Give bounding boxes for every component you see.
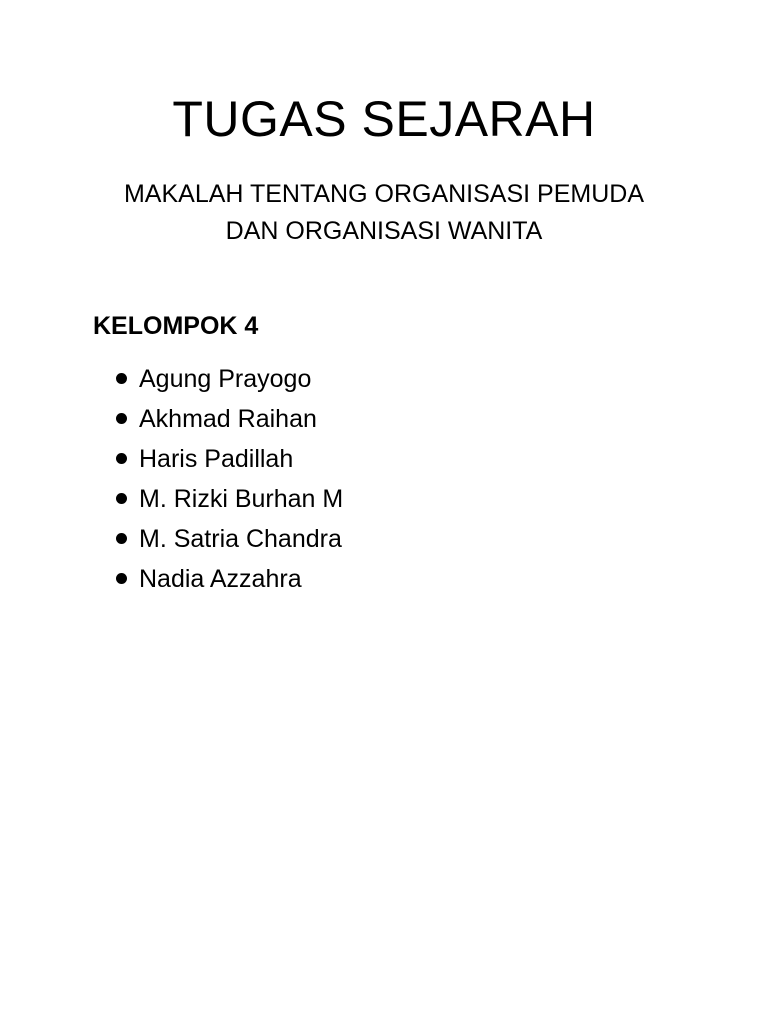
- bullet-icon: [116, 533, 127, 544]
- group-heading: KELOMPOK 4: [93, 312, 259, 340]
- bullet-icon: [116, 453, 127, 464]
- bullet-icon: [116, 373, 127, 384]
- subtitle-line: DAN ORGANISASI WANITA: [225, 217, 543, 245]
- member-list-item: [111, 560, 343, 600]
- member-name: Nadia Azzahra: [139, 565, 302, 593]
- member-name: Agung Prayogo: [139, 365, 312, 393]
- document-subtitle: [0, 176, 768, 250]
- member-name: M. Rizki Burhan M: [139, 485, 344, 513]
- bullet-icon: [116, 493, 127, 504]
- member-list: [111, 360, 343, 600]
- member-name: Akhmad Raihan: [139, 405, 317, 433]
- member-list-item: [111, 480, 343, 520]
- member-list-item: [111, 520, 343, 560]
- member-list-item: [111, 440, 343, 480]
- document-title: TUGAS SEJARAH: [172, 91, 596, 147]
- bullet-icon: [116, 413, 127, 424]
- member-name: Haris Padillah: [139, 445, 294, 473]
- member-list-item: [111, 400, 343, 440]
- member-name: M. Satria Chandra: [139, 525, 342, 553]
- subtitle-line: MAKALAH TENTANG ORGANISASI PEMUDA: [123, 180, 644, 208]
- bullet-icon: [116, 573, 127, 584]
- member-list-item: [111, 360, 343, 400]
